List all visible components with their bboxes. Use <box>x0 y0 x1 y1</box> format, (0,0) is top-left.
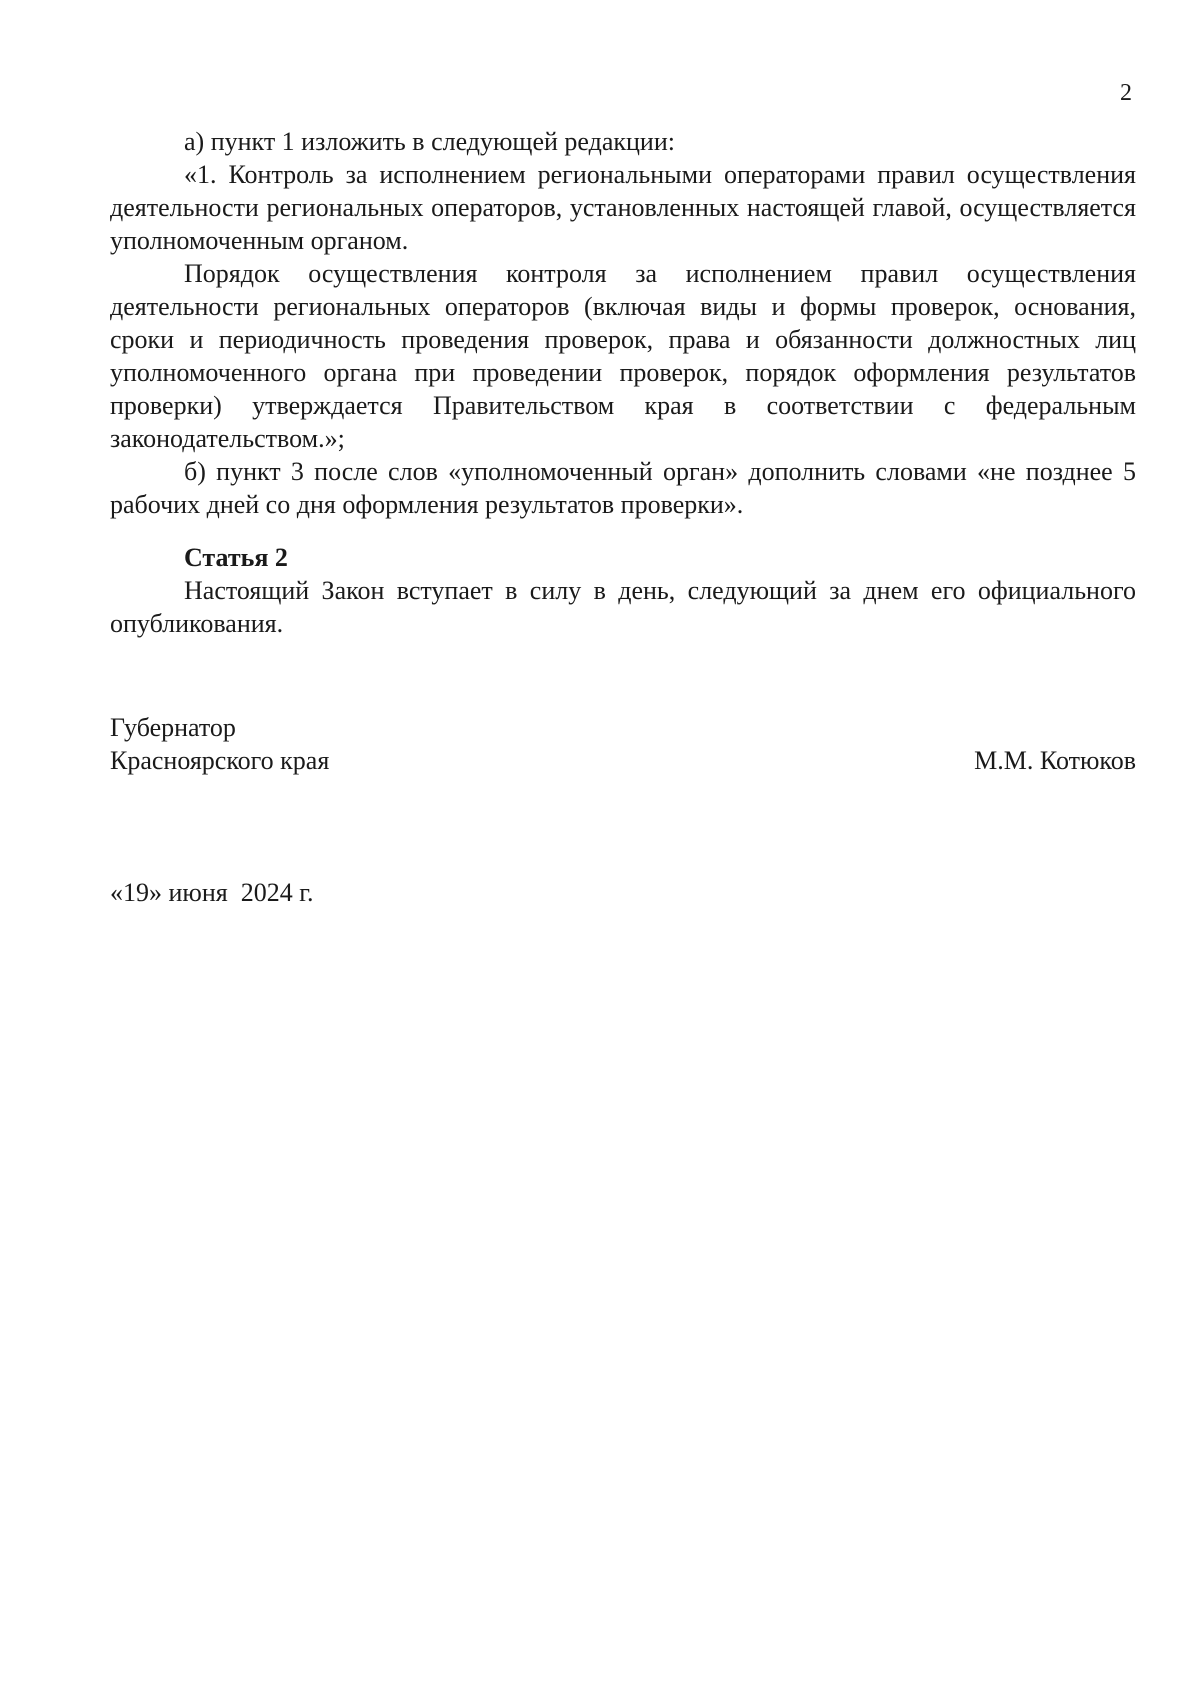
document-body <box>110 125 1136 640</box>
document-date: «19» июня 2024 г. <box>110 878 314 907</box>
signature-block <box>110 711 1136 777</box>
signature-position-line2: Красноярского края <box>110 746 330 775</box>
page-number: 2 <box>1120 80 1132 106</box>
article-heading: Статья 2 <box>184 543 288 572</box>
signature-position-line1: Губернатор <box>110 713 236 742</box>
signatory-name: М.М. Котюков <box>974 746 1136 775</box>
paragraph-quote-1: «1. Контроль за исполнением региональными операторами правил осуществления деятельности региональных операторов, установленных настоящей главой, осуществляется уполномоченным органом. <box>110 160 1136 255</box>
paragraph-procedure: Порядок осуществления контроля за исполнением правил осуществления деятельности региональных операторов (включая виды и формы проверок, основания, сроки и периодичность проведения проверок, права и обязанности должностных лиц уполномоченного органа при проведении проверок, порядок оформления результатов проверки) утверждается Правительством края в соответствии с федеральным законодательством.»; <box>110 259 1136 453</box>
paragraph-a: а) пункт 1 изложить в следующей редакции: <box>184 127 675 156</box>
article-text: Настоящий Закон вступает в силу в день, следующий за днем его официального опубликования. <box>110 576 1136 638</box>
paragraph-b: б) пункт 3 после слов «уполномоченный орган» дополнить словами «не позднее 5 рабочих дней со дня оформления результатов проверки». <box>110 457 1136 519</box>
